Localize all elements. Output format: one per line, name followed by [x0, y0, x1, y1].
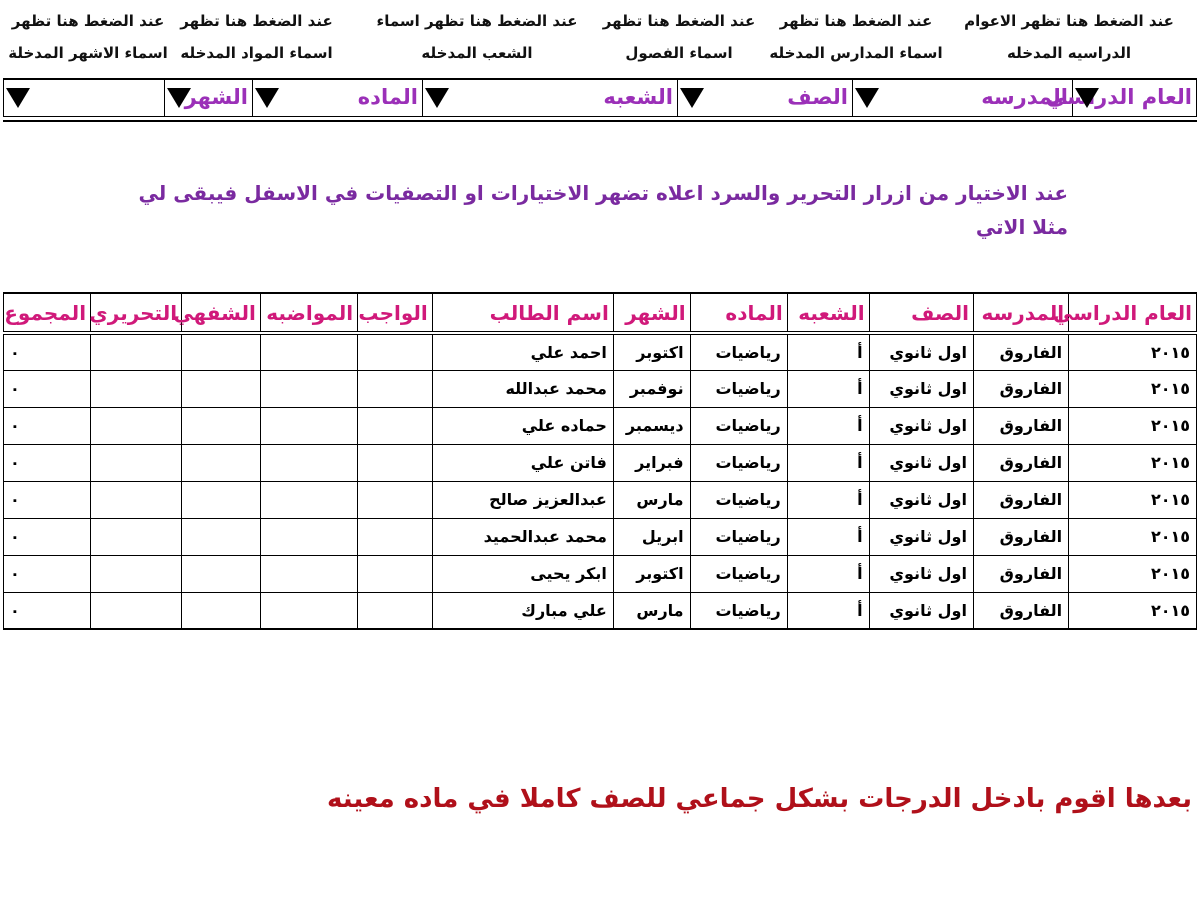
- cell-written[interactable]: [91, 444, 182, 481]
- note-years-line1: عند الضغط هنا تظهر الاعوام: [964, 12, 1174, 30]
- filter-grade[interactable]: [677, 80, 852, 117]
- cell-section[interactable]: أ: [787, 370, 869, 407]
- cell-homework[interactable]: [358, 555, 433, 592]
- cell-month[interactable]: ابريل: [613, 518, 690, 555]
- table-row: [4, 592, 1197, 629]
- cell-subject[interactable]: رياضيات: [690, 481, 787, 518]
- cell-student[interactable]: محمد عبدالحميد: [432, 518, 613, 555]
- table-row: [4, 370, 1197, 407]
- cell-year[interactable]: ٢٠١٥: [1069, 333, 1197, 370]
- cell-subject[interactable]: رياضيات: [690, 444, 787, 481]
- cell-section[interactable]: أ: [787, 444, 869, 481]
- cell-year[interactable]: ٢٠١٥: [1069, 407, 1197, 444]
- filter-student[interactable]: [3, 80, 164, 117]
- note-months-line1: عند الضغط هنا تظهر: [11, 12, 165, 30]
- cell-attendance[interactable]: [260, 555, 357, 592]
- note-subjects-line2: اسماء المواد المدخله: [180, 44, 333, 62]
- cell-written[interactable]: [91, 370, 182, 407]
- cell-month[interactable]: اكتوبر: [613, 333, 690, 370]
- cell-oral[interactable]: [182, 518, 261, 555]
- cell-school[interactable]: الفاروق: [973, 592, 1068, 629]
- cell-school[interactable]: الفاروق: [973, 333, 1068, 370]
- cell-written[interactable]: [91, 518, 182, 555]
- cell-written[interactable]: [91, 333, 182, 370]
- note-subjects-line1: عند الضغط هنا تظهر: [180, 12, 333, 30]
- cell-oral[interactable]: [182, 407, 261, 444]
- filter-year[interactable]: [1046, 80, 1197, 117]
- note-classes: [594, 12, 764, 62]
- cell-month[interactable]: مارس: [613, 592, 690, 629]
- note-subjects: [169, 12, 344, 62]
- cell-year[interactable]: ٢٠١٥: [1069, 555, 1197, 592]
- cell-student[interactable]: ابكر يحيى: [432, 555, 613, 592]
- cell-section[interactable]: أ: [787, 592, 869, 629]
- cell-written[interactable]: [91, 407, 182, 444]
- cell-student[interactable]: عبدالعزيز صالح: [432, 481, 613, 518]
- cell-attendance[interactable]: [260, 444, 357, 481]
- header-oral: الشفهي: [182, 293, 261, 333]
- filter-bar: [3, 78, 1197, 122]
- note-months-line2: اسماء الاشهر المدخلة: [8, 44, 168, 62]
- dropdown-arrow-icon[interactable]: [855, 88, 879, 108]
- dropdown-arrow-icon[interactable]: [680, 88, 704, 108]
- cell-school[interactable]: الفاروق: [973, 444, 1068, 481]
- cell-subject[interactable]: رياضيات: [690, 555, 787, 592]
- filter-grade-label: الصف: [787, 85, 848, 109]
- filter-section[interactable]: [422, 80, 677, 117]
- note-schools-line1: عند الضغط هنا تظهر: [779, 12, 933, 30]
- cell-oral[interactable]: [182, 481, 261, 518]
- cell-grade[interactable]: اول ثانوي: [869, 444, 973, 481]
- note-sections-line1: عند الضغط هنا تظهر اسماء: [376, 12, 578, 30]
- header-total: المجموع: [4, 293, 91, 333]
- cell-year[interactable]: ٢٠١٥: [1069, 481, 1197, 518]
- cell-month[interactable]: مارس: [613, 481, 690, 518]
- cell-oral[interactable]: [182, 555, 261, 592]
- table-row: [4, 333, 1197, 370]
- cell-oral[interactable]: [182, 444, 261, 481]
- cell-section[interactable]: أ: [787, 481, 869, 518]
- cell-homework[interactable]: [358, 592, 433, 629]
- cell-homework[interactable]: [358, 481, 433, 518]
- cell-section[interactable]: أ: [787, 407, 869, 444]
- cell-month[interactable]: اكتوبر: [613, 555, 690, 592]
- grades-table: [3, 292, 1197, 630]
- cell-school[interactable]: الفاروق: [973, 518, 1068, 555]
- cell-total: ٠: [4, 370, 91, 407]
- header-written: التحريري: [91, 293, 182, 333]
- cell-year[interactable]: ٢٠١٥: [1069, 518, 1197, 555]
- cell-total: ٠: [4, 518, 91, 555]
- dropdown-arrow-icon[interactable]: [255, 88, 279, 108]
- cell-student[interactable]: حماده علي: [432, 407, 613, 444]
- cell-total: ٠: [4, 555, 91, 592]
- cell-grade[interactable]: اول ثانوي: [869, 592, 973, 629]
- cell-attendance[interactable]: [260, 481, 357, 518]
- cell-subject[interactable]: رياضيات: [690, 370, 787, 407]
- cell-grade[interactable]: اول ثانوي: [869, 555, 973, 592]
- header-year: العام الدراسي: [1069, 293, 1197, 333]
- note-classes-line2: اسماء الفصول: [625, 44, 733, 62]
- cell-written[interactable]: [91, 481, 182, 518]
- cell-student[interactable]: محمد عبدالله: [432, 370, 613, 407]
- cell-subject[interactable]: رياضيات: [690, 407, 787, 444]
- header-grade: الصف: [869, 293, 973, 333]
- cell-school[interactable]: الفاروق: [973, 407, 1068, 444]
- dropdown-arrow-icon[interactable]: [6, 88, 30, 108]
- cell-section[interactable]: أ: [787, 555, 869, 592]
- filter-month[interactable]: [164, 80, 252, 117]
- cell-student[interactable]: فاتن علي: [432, 444, 613, 481]
- note-sections-line2: الشعب المدخله: [421, 44, 533, 62]
- cell-grade[interactable]: اول ثانوي: [869, 333, 973, 370]
- cell-grade[interactable]: اول ثانوي: [869, 370, 973, 407]
- cell-section[interactable]: أ: [787, 518, 869, 555]
- table-row: [4, 444, 1197, 481]
- cell-oral[interactable]: [182, 333, 261, 370]
- closing-remark: بعدها اقوم بادخل الدرجات بشكل جماعي للصف كاملا في ماده معينه: [326, 784, 1192, 814]
- cell-homework[interactable]: [358, 370, 433, 407]
- header-section: الشعبه: [787, 293, 869, 333]
- cell-grade[interactable]: اول ثانوي: [869, 407, 973, 444]
- cell-total: ٠: [4, 333, 91, 370]
- cell-written[interactable]: [91, 555, 182, 592]
- cell-oral[interactable]: [182, 370, 261, 407]
- note-classes-line1: عند الضغط هنا تظهر: [602, 12, 756, 30]
- table-row: [4, 518, 1197, 555]
- cell-total: ٠: [4, 481, 91, 518]
- filter-school-label: المدرسه: [981, 85, 1068, 109]
- cell-student[interactable]: علي مبارك: [432, 592, 613, 629]
- table-row: [4, 407, 1197, 444]
- cell-homework[interactable]: [358, 407, 433, 444]
- cell-total: ٠: [4, 444, 91, 481]
- header-homework: الواجب: [358, 293, 433, 333]
- cell-attendance[interactable]: [260, 592, 357, 629]
- cell-student[interactable]: احمد علي: [432, 333, 613, 370]
- cell-grade[interactable]: اول ثانوي: [869, 518, 973, 555]
- instruction-text: عند الاختيار من ازرار التحرير والسرد اعلاه تضهر الاختيارات او التصفيات في الاسفل فيبقى لي مثلا الاتي: [138, 181, 1068, 239]
- cell-homework[interactable]: [358, 333, 433, 370]
- cell-attendance[interactable]: [260, 333, 357, 370]
- cell-attendance[interactable]: [260, 407, 357, 444]
- cell-subject[interactable]: رياضيات: [690, 518, 787, 555]
- note-schools-line2: اسماء المدارس المدخله: [769, 44, 943, 62]
- cell-homework[interactable]: [358, 444, 433, 481]
- header-subject: الماده: [690, 293, 787, 333]
- cell-month[interactable]: ديسمبر: [613, 407, 690, 444]
- cell-attendance[interactable]: [260, 518, 357, 555]
- cell-subject[interactable]: رياضيات: [690, 333, 787, 370]
- filter-subject[interactable]: [252, 80, 422, 117]
- cell-grade[interactable]: اول ثانوي: [869, 481, 973, 518]
- note-sections: [372, 12, 582, 62]
- cell-oral[interactable]: [182, 592, 261, 629]
- cell-year[interactable]: ٢٠١٥: [1069, 370, 1197, 407]
- cell-total: ٠: [4, 407, 91, 444]
- filter-section-label: الشعبه: [603, 85, 673, 109]
- filter-subject-label: الماده: [357, 85, 418, 109]
- cell-written[interactable]: [91, 592, 182, 629]
- cell-year[interactable]: ٢٠١٥: [1069, 592, 1197, 629]
- cell-homework[interactable]: [358, 518, 433, 555]
- cell-year[interactable]: ٢٠١٥: [1069, 444, 1197, 481]
- header-student: اسم الطالب: [432, 293, 613, 333]
- table-header-row: [4, 293, 1197, 333]
- filter-school[interactable]: [852, 80, 1072, 117]
- cell-school[interactable]: الفاروق: [973, 481, 1068, 518]
- cell-section[interactable]: أ: [787, 333, 869, 370]
- table-row: [4, 481, 1197, 518]
- dropdown-arrow-icon[interactable]: [1075, 88, 1099, 108]
- note-years: [954, 12, 1184, 62]
- cell-attendance[interactable]: [260, 370, 357, 407]
- note-schools: [756, 12, 956, 62]
- note-years-line2: الدراسيه المدخله: [1007, 44, 1131, 62]
- filter-month-label: الشهر: [184, 85, 248, 109]
- table-row: [4, 555, 1197, 592]
- cell-subject[interactable]: رياضيات: [690, 592, 787, 629]
- dropdown-arrow-icon[interactable]: [167, 88, 191, 108]
- cell-month[interactable]: نوفمبر: [613, 370, 690, 407]
- header-month: الشهر: [613, 293, 690, 333]
- cell-school[interactable]: الفاروق: [973, 370, 1068, 407]
- cell-month[interactable]: فبراير: [613, 444, 690, 481]
- note-months: [4, 12, 172, 62]
- cell-school[interactable]: الفاروق: [973, 555, 1068, 592]
- header-school: المدرسه: [973, 293, 1068, 333]
- cell-total: ٠: [4, 592, 91, 629]
- dropdown-arrow-icon[interactable]: [425, 88, 449, 108]
- filter-year-label: العام الدراسي: [1046, 85, 1192, 109]
- header-attendance: المواضبه: [260, 293, 357, 333]
